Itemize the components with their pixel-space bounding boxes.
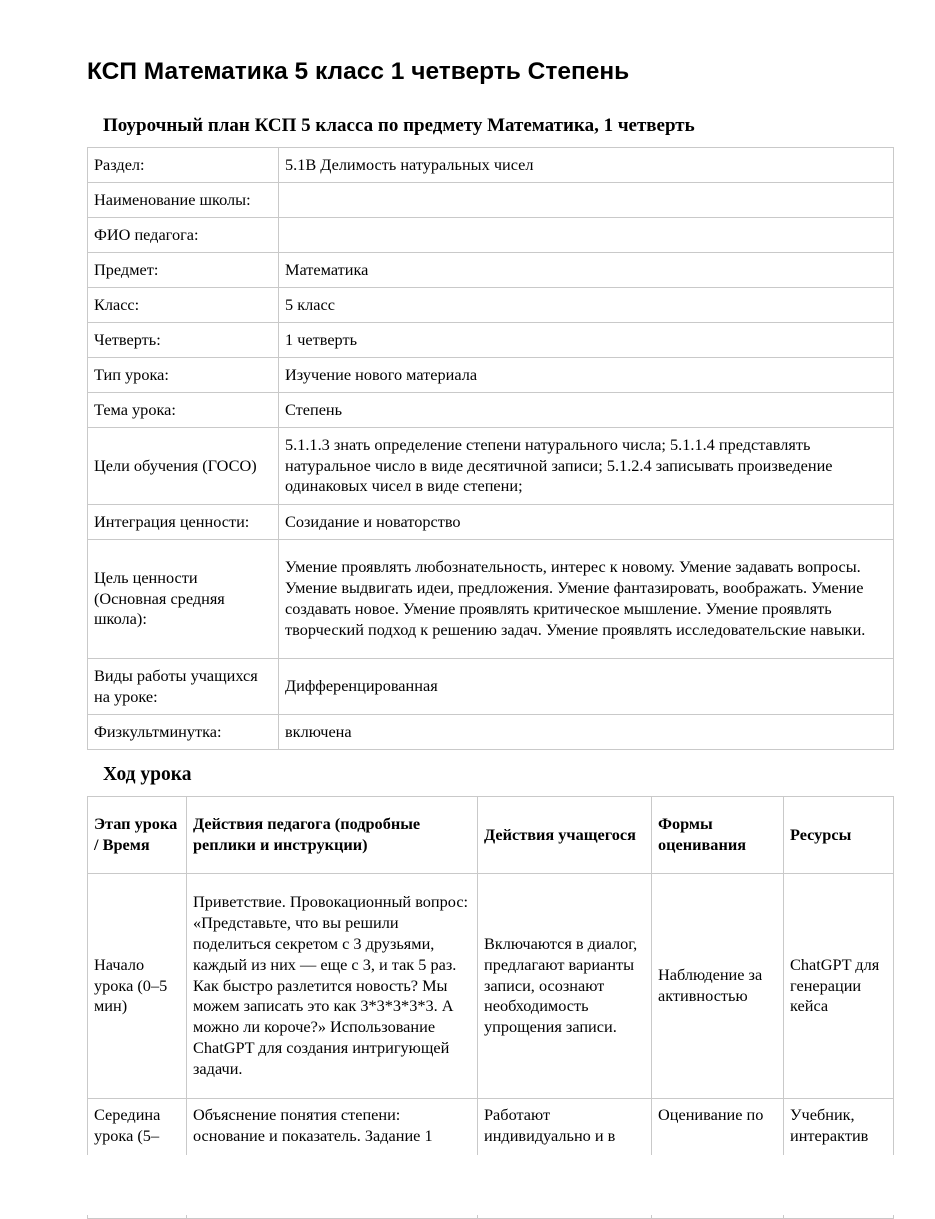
cell-stage: Начало урока (0–5 мин) (88, 874, 187, 1099)
info-row-teacher (88, 218, 894, 253)
info-value: Математика (279, 253, 894, 288)
info-row-grade (88, 288, 894, 323)
info-row-work-types (88, 659, 894, 715)
info-label: Интеграция ценности: (88, 505, 279, 540)
lesson-flow-heading: Ход урока (103, 764, 192, 785)
info-row-lesson-type (88, 358, 894, 393)
info-label: Виды работы учащихся на уроке: (88, 659, 279, 715)
info-row-learning-goals (88, 428, 894, 505)
info-label: Цели обучения (ГОСО) (88, 428, 279, 505)
page-bottom-margin (80, 1155, 910, 1215)
cell-assessment: Оценивание по (652, 1099, 784, 1219)
lesson-table-header (88, 797, 894, 874)
info-row-value-goal (88, 540, 894, 659)
table-row (88, 874, 894, 1099)
info-row-school (88, 183, 894, 218)
document-title: КСП Математика 5 класс 1 четверть Степень (87, 58, 630, 85)
cell-stage: Середина урока (5– (88, 1099, 187, 1219)
header-student-actions: Действия учащегося (478, 797, 652, 874)
cell-resources: ChatGPT для генерации кейса (784, 874, 894, 1099)
cell-teacher-actions: Объяснение понятия степени: основание и показатель. Задание 1 (187, 1099, 478, 1219)
plan-subtitle: Поурочный план КСП 5 класса по предмету Математика, 1 четверть (103, 115, 695, 136)
header-teacher-actions: Действия педагога (подробные реплики и инструкции) (187, 797, 478, 874)
info-label: Раздел: (88, 148, 279, 183)
info-value: включена (279, 715, 894, 750)
info-value: Созидание и новаторство (279, 505, 894, 540)
info-row-quarter (88, 323, 894, 358)
info-label: Цель ценности (Основная средняя школа): (88, 540, 279, 659)
info-label: Тема урока: (88, 393, 279, 428)
info-value: 5 класс (279, 288, 894, 323)
info-value: Дифференцированная (279, 659, 894, 715)
info-value: 5.1.1.3 знать определение степени натурального числа; 5.1.1.4 представлять натуральное число в виде десятичной записи; 5.1.2.4 записывать произведение одинаковых чисел в виде степени; (279, 428, 894, 505)
cell-teacher-actions: Приветствие. Провокационный вопрос: «Представьте, что вы решили поделиться секретом с 3 друзьями, каждый из них — еще с 3, и так 5 раз. Как быстро разлетится новость? Мы можем записать это как 3*3*3*3*3. А можно ли короче?» Использование ChatGPT для создания интригующей задачи. (187, 874, 478, 1099)
info-row-topic (88, 393, 894, 428)
lesson-info-table (87, 147, 894, 750)
header-assessment: Формы оценивания (652, 797, 784, 874)
info-value: 5.1В Делимость натуральных чисел (279, 148, 894, 183)
info-row-subject (88, 253, 894, 288)
info-value: Степень (279, 393, 894, 428)
cell-student-actions: Работают индивидуально и в (478, 1099, 652, 1219)
cell-student-actions: Включаются в диалог, предлагают варианты записи, осознают необходимость упрощения записи. (478, 874, 652, 1099)
info-row-value-integration (88, 505, 894, 540)
info-row-section (88, 148, 894, 183)
info-label: Физкультминутка: (88, 715, 279, 750)
info-label: Наименование школы: (88, 183, 279, 218)
info-label: Предмет: (88, 253, 279, 288)
info-label: ФИО педагога: (88, 218, 279, 253)
info-row-physical-break (88, 715, 894, 750)
header-resources: Ресурсы (784, 797, 894, 874)
info-value (279, 218, 894, 253)
info-value (279, 183, 894, 218)
info-label: Четверть: (88, 323, 279, 358)
cell-assessment: Наблюдение за активностью (652, 874, 784, 1099)
info-label: Тип урока: (88, 358, 279, 393)
header-stage: Этап урока / Время (88, 797, 187, 874)
info-value: Изучение нового материала (279, 358, 894, 393)
info-label: Класс: (88, 288, 279, 323)
info-value: 1 четверть (279, 323, 894, 358)
cell-resources: Учебник, интерактив (784, 1099, 894, 1219)
info-value: Умение проявлять любознательность, интерес к новому. Умение задавать вопросы. Умение выдвигать идеи, предложения. Умение фантазировать, воображать. Умение создавать новое. Умение проявлять критическое мышление. Умение проявлять творческий подход к решению задач. Умение проявлять исследовательские навыки. (279, 540, 894, 659)
